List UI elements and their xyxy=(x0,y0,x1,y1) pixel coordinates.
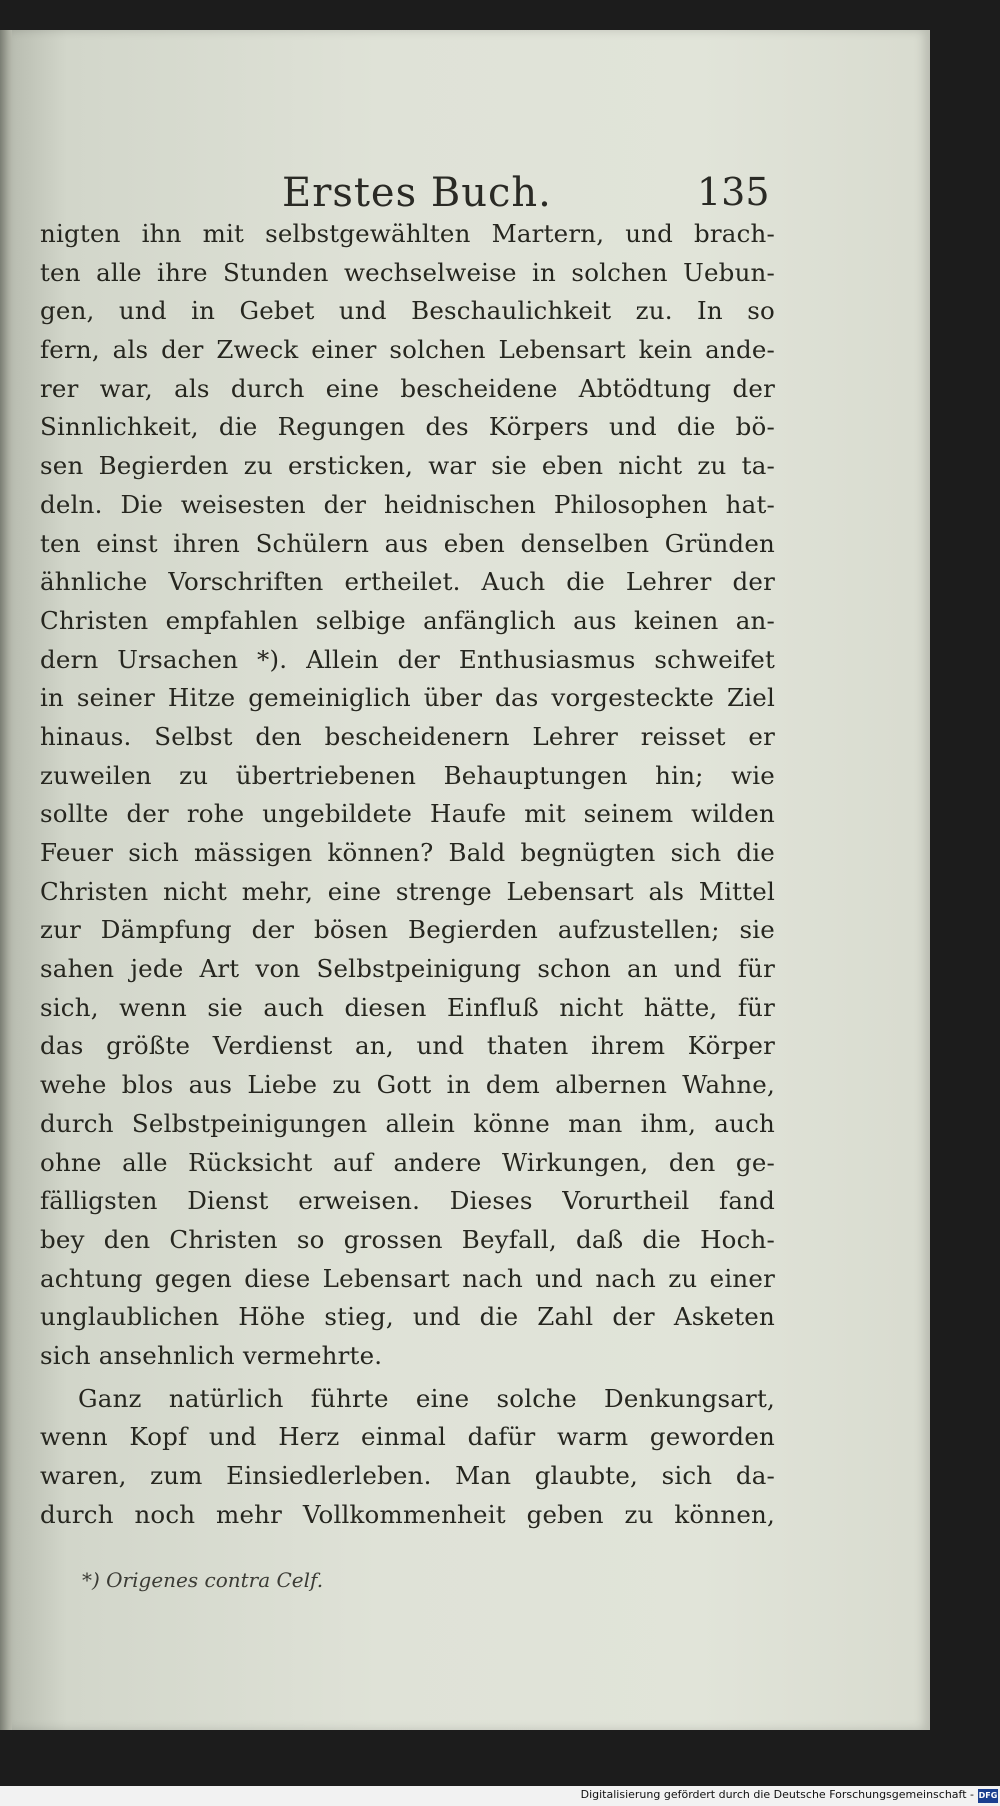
text-line: das größte Verdienst an, und thaten ihrem Körper xyxy=(40,1031,775,1061)
body-text xyxy=(40,215,775,1534)
text-line: in seiner Hitze gemeiniglich über das vorgesteckte Ziel xyxy=(40,683,775,713)
book-page xyxy=(12,30,930,1730)
text-line: bey den Christen so grossen Beyfall, daß die Hoch- xyxy=(40,1224,775,1254)
text-line: wehe blos aus Liebe zu Gott in dem albernen Wahne, xyxy=(40,1070,775,1100)
text-line: deln. Die weisesten der heidnischen Philosophen hat- xyxy=(40,489,775,519)
text-line: waren, zum Einsiedlerleben. Man glaubte, sich da- xyxy=(40,1461,775,1490)
text-line: fälligsten Dienst erweisen. Dieses Vorurtheil fand xyxy=(40,1186,775,1216)
text-line: Christen empfahlen selbige anfänglich aus keinen an- xyxy=(40,605,775,635)
text-line: sahen jede Art von Selbstpeinigung schon an und für xyxy=(40,954,775,984)
text-line: Ganz natürlich führte eine solche Denkungsart, xyxy=(78,1383,775,1413)
text-line: rer war, als durch eine bescheidene Abtödtung der xyxy=(40,373,775,403)
dfg-logo-icon: DFG xyxy=(978,1789,998,1803)
text-line: sich ansehnlich vermehrte. xyxy=(40,1340,383,1370)
text-line: achtung gegen diese Lebensart nach und nach zu einer xyxy=(40,1263,775,1293)
text-line: sich, wenn sie auch diesen Einfluß nicht hätte, für xyxy=(40,992,775,1022)
text-line: Feuer sich mässigen können? Bald begnügten sich die xyxy=(40,838,775,867)
text-line: fern, als der Zweck einer solchen Lebensart kein ande- xyxy=(40,335,775,365)
text-line: dern Ursachen *). Allein der Enthusiasmus schweifet xyxy=(40,644,775,674)
text-line: Sinnlichkeit, die Regungen des Körpers und die bö- xyxy=(40,412,775,442)
text-line: unglaublichen Höhe stieg, und die Zahl der Asketen xyxy=(40,1302,775,1332)
text-line: ohne alle Rücksicht auf andere Wirkungen, den ge- xyxy=(40,1147,775,1177)
footnote: *) Origenes contra Celf. xyxy=(82,1568,324,1592)
text-line: nigten ihn mit selbstgewählten Martern, und brach- xyxy=(40,219,775,248)
digitization-credit: Digitalisierung gefördert durch die Deutsche Forschungsgemeinschaft - xyxy=(580,1788,974,1801)
text-line: durch noch mehr Vollkommenheit geben zu können, xyxy=(40,1499,775,1529)
text-line: zuweilen zu übertriebenen Behauptungen hin; wie xyxy=(40,760,775,790)
text-line: hinaus. Selbst den bescheidenern Lehrer reisset er xyxy=(40,721,775,751)
footer-bar xyxy=(0,1786,1000,1806)
text-line: sen Begierden zu ersticken, war sie eben nicht zu ta- xyxy=(40,451,775,481)
page-number: 135 xyxy=(697,170,770,214)
text-line: sollte der rohe ungebildete Haufe mit seinem wilden xyxy=(40,799,775,829)
text-line: ten einst ihren Schülern aus eben denselben Gründen xyxy=(40,528,775,558)
text-line: ten alle ihre Stunden wechselweise in solchen Uebun- xyxy=(40,257,775,287)
text-line: durch Selbstpeinigungen allein könne man ihm, auch xyxy=(40,1108,775,1138)
text-line: wenn Kopf und Herz einmal dafür warm geworden xyxy=(40,1422,775,1452)
text-line: Christen nicht mehr, eine strenge Lebensart als Mittel xyxy=(40,876,775,906)
running-head: Erstes Buch. xyxy=(282,170,552,216)
text-line: zur Dämpfung der bösen Begierden aufzustellen; sie xyxy=(40,915,775,945)
text-line: ähnliche Vorschriften ertheilet. Auch die Lehrer der xyxy=(40,567,775,597)
text-line: gen, und in Gebet und Beschaulichkeit zu. In so xyxy=(40,296,775,326)
